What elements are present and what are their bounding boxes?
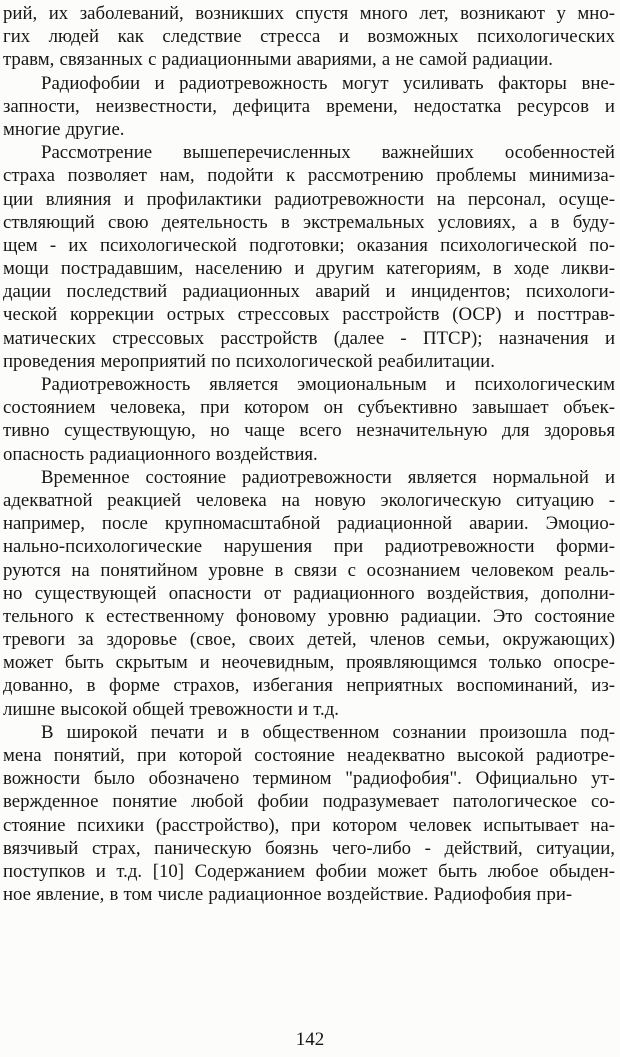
text-line: травм, связанных с радиационными авариями, а не самой радиации.: [3, 49, 553, 71]
text-line: мена понятий, при которой состояние неадекватно высокой радиотре-: [3, 745, 615, 766]
text-line: лишне высокой общей тревожности и т.д.: [3, 698, 339, 720]
text-line: рий, их заболеваний, возникших спустя много лет, возникают у мно-: [3, 3, 615, 24]
text-line: может быть скрытым и неочевидным, проявляющимся только опосре-: [3, 652, 615, 674]
text-line: например, после крупномасштабной радиационной аварии. Эмоцио-: [3, 513, 615, 535]
text-line: Рассмотрение вышеперечисленных важнейших особенностей: [41, 142, 615, 164]
text-line: матических стрессовых расстройств (далее - ПТСР); назначения и: [3, 327, 615, 349]
text-line: дованно, в форме страхов, избегания неприятных воспоминаний, из-: [3, 675, 615, 697]
text-line: тивно существующую, но чаще всего незначительную для здоровья: [3, 420, 615, 442]
page-text: [3, 2, 615, 906]
text-line: проведения мероприятий по психологической реабилитации.: [3, 350, 495, 372]
text-line: но существующей опасности от радиационного воздействия, дополни-: [3, 582, 615, 604]
text-line: адекватной реакцией человека на новую экологическую ситуацию -: [3, 489, 615, 511]
page-number: 142: [295, 1029, 325, 1050]
text-line: стояние психики (расстройство), при котором человек испытывает на-: [3, 814, 615, 836]
text-line: ное явление, в том числе радиационное воздействие. Радиофобия при-: [3, 884, 573, 906]
paragraph: [3, 2, 615, 72]
text-line: вязчивый страх, паническую боязнь чего-либо - действий, ситуации,: [3, 837, 615, 859]
text-line: гих людей как следствие стресса и возможных психологических: [3, 26, 615, 48]
text-line: поступков и т.д. [10] Содержанием фобии может быть любое обыден-: [3, 860, 615, 882]
text-line: запности, неизвестности, дефицита времени, недостатка ресурсов и: [3, 95, 615, 117]
text-line: тельного к естественному фоновому уровню радиации. Это состояние: [3, 605, 615, 627]
text-line: Радиотревожность является эмоциональным и психологическим: [41, 374, 615, 395]
paragraph: [3, 466, 615, 721]
text-line: состоянием человека, при котором он субъективно завышает объек-: [3, 397, 615, 419]
paragraph: [3, 141, 615, 373]
paragraph: [3, 72, 615, 142]
text-line: опасность радиационного воздействия.: [3, 443, 318, 465]
text-line: В широкой печати и в общественном сознании произошла под-: [41, 721, 615, 743]
paragraph: [3, 721, 615, 907]
text-line: Радиофобии и радиотревожность могут усиливать факторы вне-: [41, 72, 615, 94]
text-line: ции влияния и профилактики радиотревожности на персонал, осуще-: [3, 188, 615, 210]
text-line: ствляющий свою деятельность в экстремальных условиях, а в буду-: [3, 211, 615, 233]
text-line: нально-психологические нарушения при радиотревожности форми-: [3, 536, 615, 558]
text-line: щем - их психологической подготовки; оказания психологической по-: [3, 234, 615, 256]
text-line: страха позволяет нам, подойти к рассмотрению проблемы минимиза-: [3, 165, 615, 187]
paragraph: [3, 373, 615, 466]
text-line: ческой коррекции острых стрессовых расстройств (ОСР) и посттрав-: [3, 304, 615, 326]
text-line: Временное состояние радиотревожности является нормальной и: [41, 466, 615, 488]
text-line: вожности было обозначено термином "радиофобия". Официально ут-: [3, 768, 615, 790]
text-line: мощи пострадавшим, населению и другим категориям, в ходе ликви-: [3, 258, 615, 280]
text-line: тревоги за здоровье (свое, своих детей, членов семьи, окружающих): [3, 629, 615, 651]
text-line: дации последствий радиационных аварий и инцидентов; психологи-: [3, 281, 615, 303]
text-line: многие другие.: [3, 118, 125, 140]
text-line: руются на понятийном уровне в связи с осознанием человеком реаль-: [3, 559, 615, 581]
text-line: вержденное понятие любой фобии подразумевает патологическое со-: [3, 791, 615, 813]
